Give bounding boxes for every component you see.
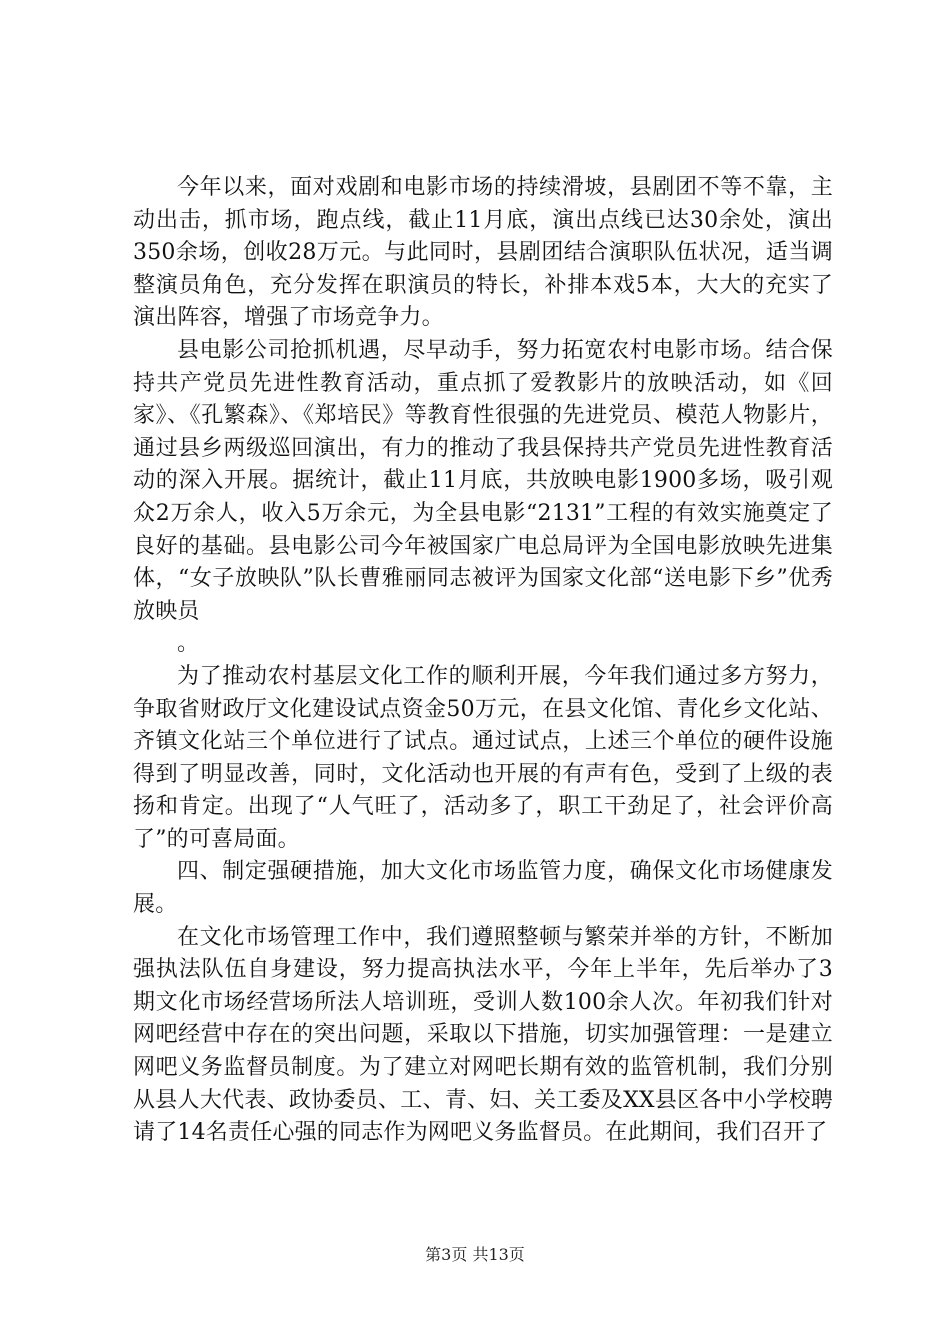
paragraph-market-management: 在文化市场管理工作中，我们遵照整顿与繁荣并举的方针，不断加强执法队伍自身建设，努力提高执法水平，今年上半年，先后举办了3期文化市场经营场所法人培训班，受训人数100余人次。年初我们针对网吧经营中存在的突出问题，采取以下措施，切实加强管理：一是建立网吧义务监督员制度。为了建立对网吧长期有效的监管机制，我们分别从县人大代表、政协委员、工、青、妇、关工委及XX县区各中小学校聘请了14名责任心强的同志作为网吧义务监督员。在此期间，我们召开了 — [133, 924, 833, 1146]
section-heading-four: 四、制定强硬措施，加大文化市场监管力度，确保文化市场健康发展。 — [133, 859, 833, 918]
paragraph-theater: 今年以来，面对戏剧和电影市场的持续滑坡，县剧团不等不靠，主动出击，抓市场，跑点线，截止11月底，演出点线已达30余处，演出350余场，创收28万元。与此同时，县剧团结合演职队伍状况，适当调整演员角色，充分发挥在职演员的特长，补排本戏5本，大大的充实了演出阵容，增强了市场竞争力。 — [133, 175, 833, 331]
page-footer: 第3页 共13页 — [425, 1245, 525, 1264]
document-body — [133, 172, 833, 1150]
paragraph-rural-culture: 为了推动农村基层文化工作的顺利开展，今年我们通过多方努力，争取省财政厅文化建设试点资金50万元，在县文化馆、青化乡文化站、齐镇文化站三个单位进行了试点。通过试点，上述三个单位的硬件设施得到了明显改善，同时，文化活动也开展的有声有色，受到了上级的表扬和肯定。出现了“人气旺了，活动多了，职工干劲足了，社会评价高了”的可喜局面。 — [133, 663, 833, 852]
paragraph-film-company: 县电影公司抢抓机遇，尽早动手，努力拓宽农村电影市场。结合保持共产党员先进性教育活动，重点抓了爱教影片的放映活动，如《回家》、《孔繁森》、《郑培民》等教育性很强的先进党员、模范人物影片，通过县乡两级巡回演出，有力的推动了我县保持共产党员先进性教育活动的深入开展。据统计，截止11月底，共放映电影1900多场，吸引观众2万余人，收入5万余元，为全县电影“2131”工程的有效实施奠定了良好的基础。县电影公司今年被国家广电总局评为全国电影放映先进集体，“女子放映队”队长曹雅丽同志被评为国家文化部“送电影下乡”优秀放映员 — [133, 337, 833, 624]
paragraph-period: 。 — [177, 631, 200, 657]
